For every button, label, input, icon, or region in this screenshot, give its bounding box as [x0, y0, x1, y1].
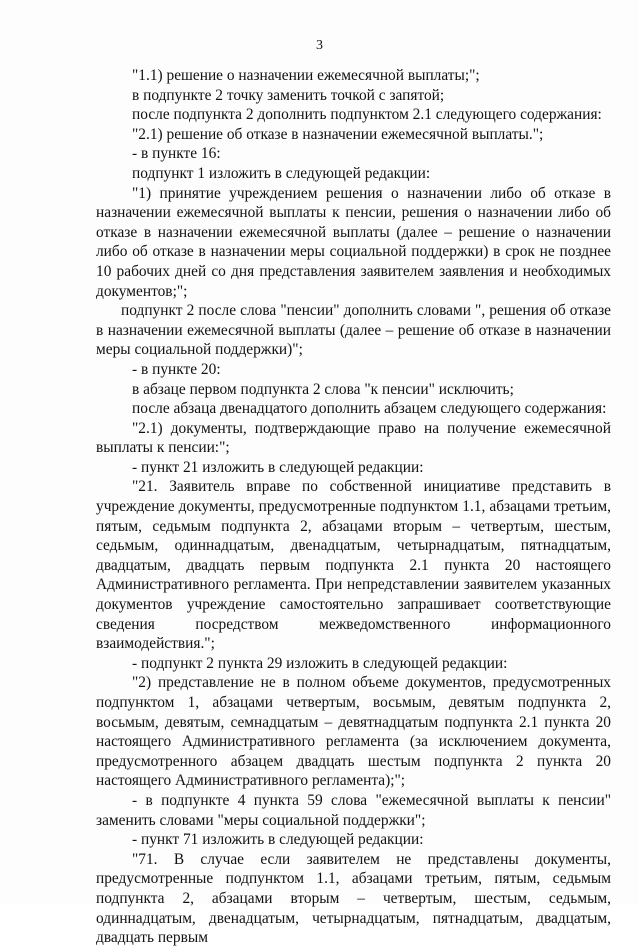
paragraph-13: - пункт 21 изложить в следующей редакции:: [132, 458, 424, 476]
paragraph-11: после абзаца двенадцатого дополнить абзацем следующего содержания:: [132, 400, 607, 418]
paragraph-19: "71. В случае если заявителем не представлены документы, предусмотренные подпунктом 1.1, абзацами третьим, пятым, седьмым подпункта 2, абзацами вторым – четвертым, шестым, седьмым, одиннадцатым, двенадцатым, четырнадцатым, пятнадцатым, двадцатым, двадцать первым: [96, 850, 611, 947]
document-body: [96, 66, 611, 948]
paragraph-8: подпункт 2 после слова "пенсии" дополнить словами ", решения об отказе в назначении ежемесячной выплаты (далее – решение об отказе в назначении меры социальной поддержки)";: [96, 302, 611, 359]
paragraph-14: "21. Заявитель вправе по собственной инициативе представить в учреждение документы, предусмотренные подпунктом 1.1, абзацами третьим, пятым, седьмым подпункта 2, абзацами вторым – четвертым, шестым, седьмым, одиннадцатым, двенадцатым, четырнадцатым, пятнадцатым, двадцатым, двадцать первым подпункта 2.1 пункта 20 настоящего Административного регламента. При непредставлении заявителем указанных документов учреждение самостоятельно запрашивает соответствующие сведения посредством межведомственного информационного взаимодействия.";: [96, 478, 611, 653]
paragraph-9: - в пункте 20:: [132, 360, 221, 378]
paragraph-17: - в подпункте 4 пункта 59 слова "ежемесячной выплаты к пенсии" заменить словами "меры социальной поддержки";: [96, 791, 611, 829]
paragraph-10: в абзаце первом подпункта 2 слова "к пенсии" исключить;: [132, 380, 514, 398]
page-number: 3: [316, 38, 323, 53]
paragraph-18: - пункт 71 изложить в следующей редакции:: [132, 831, 424, 849]
paragraph-1: "1.1) решение о назначении ежемесячной выплаты;";: [132, 67, 480, 84]
paragraph-2: в подпункте 2 точку заменить точкой с запятой;: [132, 86, 445, 104]
paragraph-6: подпункт 1 изложить в следующей редакции:: [132, 164, 431, 182]
paragraph-5: - в пункте 16:: [132, 145, 221, 163]
paragraph-4: "2.1) решение об отказе в назначении ежемесячной выплаты.";: [132, 125, 544, 143]
paragraph-16: "2) представление не в полном объеме документов, предусмотренных подпунктом 1, абзацами четвертым, восьмым, девятым подпункта 2, восьмым, девятым, семнадцатым – девятнадцатым подпункта 2.1 пункта 20 настоящего Административного регламента (за исключением документа, предусмотренного абзацем двадцать шестым подпункта 2 пункта 20 настоящего Административного регламента);";: [96, 674, 611, 790]
paragraph-12: "2.1) документы, подтверждающие право на получение ежемесячной выплаты к пенсии:";: [96, 419, 611, 457]
paragraph-15: - подпункт 2 пункта 29 изложить в следующей редакции:: [132, 654, 508, 672]
paragraph-7: "1) принятие учреждением решения о назначении либо об отказе в назначении ежемесячной выплаты к пенсии, решения о назначении либо об отказе в назначении ежемесячной выплаты (далее – решение о назначении либо об отказе в назначении меры социальной поддержки) в срок не позднее 10 рабочих дней со дня представления заявителем заявления и необходимых документов;";: [96, 184, 611, 300]
paragraph-3: после подпункта 2 дополнить подпунктом 2.1 следующего содержания:: [132, 106, 602, 124]
